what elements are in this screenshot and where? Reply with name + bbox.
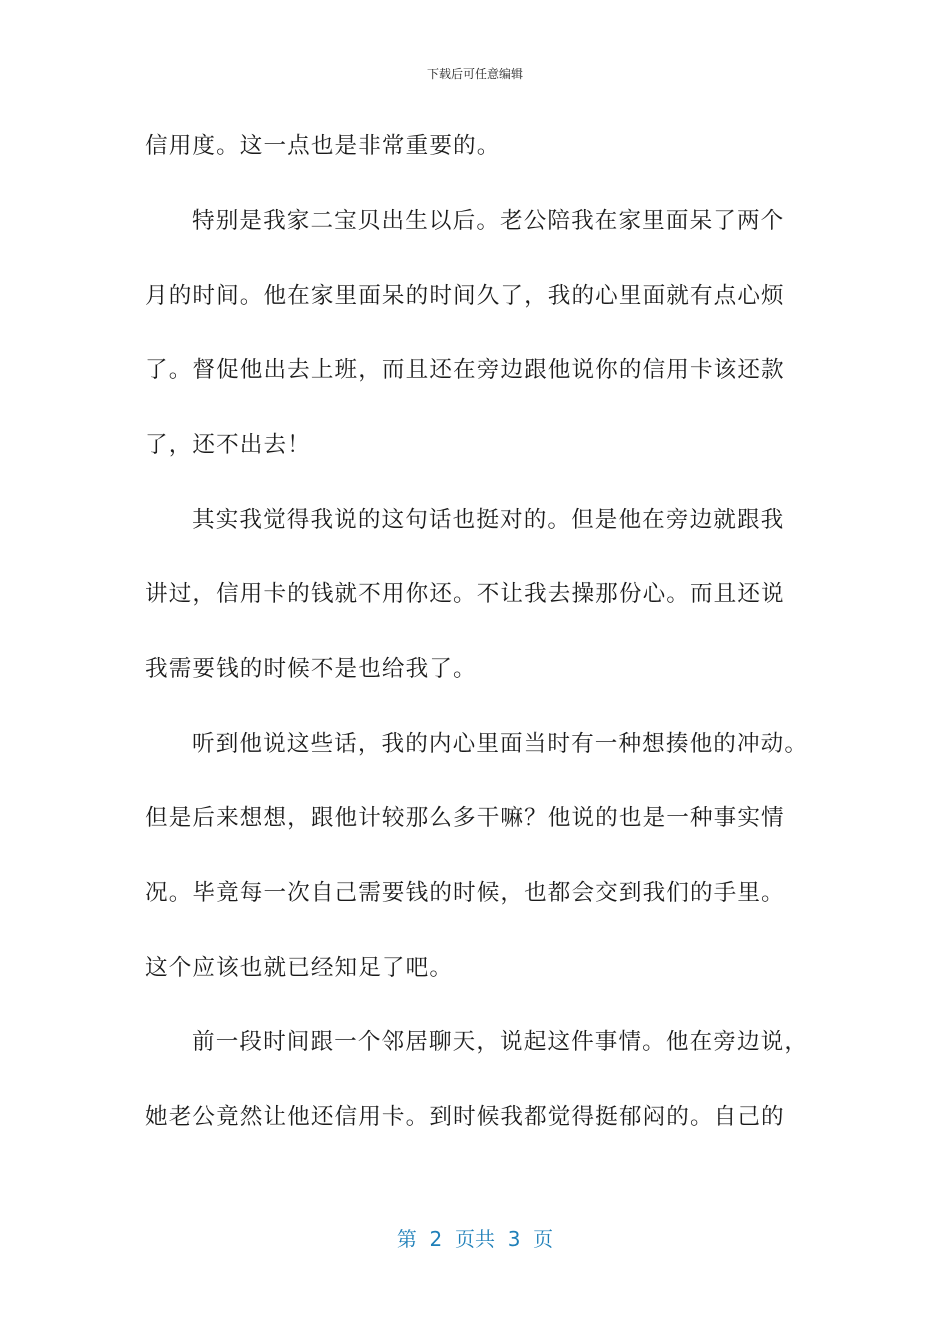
text-line: 月的时间。他在家里面呆的时间久了，我的心里面就有点心烦 <box>145 283 785 309</box>
text-line: 这个应该也就已经知足了吧。 <box>145 955 454 981</box>
text-line: 讲过，信用卡的钱就不用你还。不让我去操那份心。而且还说 <box>145 581 785 607</box>
text-line: 了，还不出去！ <box>145 432 311 458</box>
text-line: 其实我觉得我说的这句话也挺对的。但是他在旁边就跟我 <box>192 507 785 533</box>
text-line: 况。毕竟每一次自己需要钱的时候，也都会交到我们的手里。 <box>145 880 785 906</box>
text-line: 前一段时间跟一个邻居聊天，说起这件事情。他在旁边说， <box>192 1029 809 1055</box>
text-line: 信用度。这一点也是非常重要的。 <box>145 133 501 159</box>
text-line: 但是后来想想，跟他计较那么多干嘛？他说的也是一种事实情 <box>145 805 785 831</box>
text-line: 我需要钱的时候不是也给我了。 <box>145 656 477 682</box>
text-line: 听到他说这些话，我的内心里面当时有一种想揍他的冲动。 <box>192 731 809 757</box>
text-line: 她老公竟然让他还信用卡。到时候我都觉得挺郁闷的。自己的 <box>145 1104 785 1130</box>
text-line: 了。督促他出去上班，而且还在旁边跟他说你的信用卡该还款 <box>145 357 785 383</box>
text-line: 特别是我家二宝贝出生以后。老公陪我在家里面呆了两个 <box>192 208 785 234</box>
header-note: 下载后可任意编辑 <box>426 67 523 81</box>
page-number-footer: 第 2 页共 3 页 <box>396 1227 554 1251</box>
